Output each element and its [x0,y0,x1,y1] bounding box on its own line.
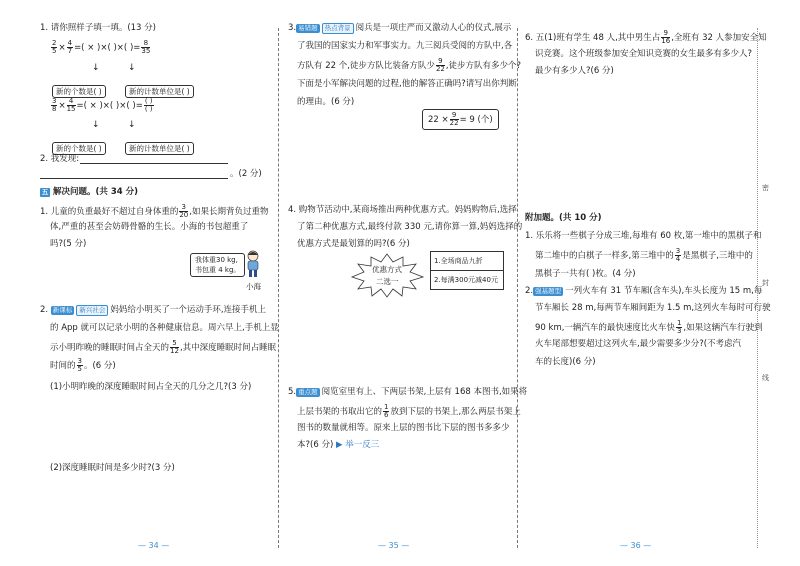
p34-q3-line3: 吗?(5 分) [50,239,87,249]
column-divider-2 [517,28,518,548]
tag-key-point: 重点题 [298,388,318,396]
p36-q6-line2: 识竞赛。这个班级参加安全知识竞赛的女生最多有多少人? [535,49,753,59]
seal-char-1: 密 [762,184,769,192]
p35-q5-line3: 图书的数量就相等。原来上层的图书比下层的图书多多少 [297,423,510,433]
p34-q3-line2: 体,严重的甚至会妨碍骨骼的生长。小海的书包超重了 [50,222,249,232]
p34-q2-label: 2. 我发现: [40,154,80,164]
p34-q3-line1: 1. 儿童的负重最好不超过自身体重的 $\frac{3}{20}$ ,如果长期背负过重物 [40,203,269,219]
p36-q6-line3: 最少有多少人?(6 分) [535,66,614,76]
p36-b2-line1: 2. 强基题型 一列火车有 31 节车厢(含车头),车头长度为 15 m,每 [525,286,763,296]
child-figure-icon [244,250,262,282]
tag-new-society: 新兴社会 [76,305,108,316]
calc-box: 22 × $\frac{9}{22}$ = 9 (个) [422,109,499,130]
p36-b2-line2: 节车厢长 28 m,每两节车厢间距为 1.5 m,这列火车每时可行驶 [535,303,771,313]
p34-q1-title: 1. 请你照样子填一填。(13 分) [40,23,156,33]
p36-b1-line2: 第二堆中的白棋子一样多,第三堆中的 $\frac{3}{4}$ 是黑棋子,三堆中的 [535,247,753,263]
p34-q4-line3: 示小明昨晚的睡眠时间占全天的 $\frac{5}{12}$ ,其中深度睡眠时间占睡眠 [50,339,277,355]
p35-q5-line2: 上层书架的书取出它的 $\frac{1}{6}$ 放到下层的书架上,那么两层书架上 [297,403,521,419]
p34-q4-line4: 时间的 $\frac{3}{5}$ 。(6 分) [50,357,116,373]
promo-burst: 优惠方式 二选一 [350,252,425,302]
p36-b2-line4: 火车尾部想要超过这列火车,最少需要多少分?(不考虑汽 [535,339,742,349]
p34-q2-answer-line[interactable] [80,163,228,164]
fraction: $\frac{4}{7}$ [67,39,73,55]
p35-q5-line4: 本?(6 分) ▶ 举一反三 [297,440,380,450]
page-number-36: — 36 — [620,541,652,550]
p35-q3-line4: 下面是小军解决问题的过程,他的解答正确吗?请写出你判断 [297,79,517,89]
p36-q6-line1: 6. 五(1)班有学生 48 人,其中男生占 $\frac{9}{16}$ ,全班有 32 人参加安全知 [525,29,767,45]
seal-char-2: 封 [762,279,769,287]
p34-q4-line2: 的 App 就可以记录小明的各种健康信息。周六早上,手机上显 [50,323,279,333]
speech-bubble: 我体重30 kg, 书包重 4 kg。 [190,253,245,277]
p35-q3-line2: 了我国的国家实力和军事实力。九三阅兵受阅的方队中,各 [297,41,513,51]
p36-b2-line3: 90 km,一辆汽车的最快速度比火车快 $\frac{1}{3}$ ,如果这辆汽车行驶到 [535,319,763,335]
p34-new-unit-box-2: 新的计数单位是( ) [125,136,194,155]
offer-2: 2.每满300元减40元 [434,276,498,284]
link-practice[interactable]: ▶ 举一反三 [335,440,380,450]
arrow-down-icon: ↓ [128,120,136,130]
p34-q1-row1: $\frac{2}{5}$ × $\frac{4}{7}$ =( × )×( )×( )= $\frac{8}{35}$ [52,39,151,55]
p34-section-5: 五 解决问题。(共 34 分) [41,187,139,197]
p35-q4-line1: 4. 购物节活动中,某商场推出两种优惠方式。妈妈购物后,选择 [288,205,517,215]
offer-1: 1.全场商品九折 [431,252,503,271]
arrow-down-icon: ↓ [92,63,100,73]
p35-q3-line1: 3. 易错题 热点背景 阅兵是一项庄严而又激动人心的仪式,展示 [288,23,512,33]
page-number-34: — 34 — [138,541,170,550]
p34-q4-line1: 2. 新课标 新兴社会 妈妈给小明买了一个运动手环,连接手机上 [40,305,267,315]
p34-new-count-box-2: 新的个数是( ) [52,136,106,155]
fraction: $\frac{2}{5}$ [52,39,57,55]
fraction: $\frac{4}{15}$ [66,97,76,113]
tag-error-prone: 易错题 [298,24,318,32]
tag-hot-topic: 热点背景 [322,23,354,34]
p34-q4-sub1: (1)小明昨晚的深度睡眠时间占全天的几分之几?(3 分) [50,382,252,392]
p34-q1-row3: $\frac{3}{8}$ × $\frac{4}{15}$ =( × )×( )×( )= $\frac{( )}{( )}$ [52,97,153,113]
p35-q5-line1: 5. 重点题 阅览室里有上、下两层书架,上层有 168 本图书,如果将 [288,387,528,397]
p35-q3-line5: 的理由。(6 分) [297,97,355,107]
fraction: $\frac{8}{35}$ [141,39,151,55]
p36-b1-line3: 黑棋子一共有( )枚。(4 分) [535,269,636,279]
p34-q4-sub2: (2)深度睡眠时间是多少时?(3 分) [50,463,175,473]
p36-bonus-title: 附加题。(共 10 分) [525,213,602,223]
burst-shape-icon [350,252,425,298]
arrow-down-icon: ↓ [128,63,136,73]
column-divider-1 [278,28,279,548]
tag-new-standard: 新课标 [52,306,73,314]
p34-new-count-box: 新的个数是( ) [52,79,106,98]
seal-char-3: 线 [762,374,769,382]
p36-b2-line5: 车的长度)(6 分) [535,357,596,367]
p35-q4-line3: 优惠方式是最划算的吗?(6 分) [297,239,410,249]
tag-foundation: 强基题型 [535,287,562,295]
p34-new-unit-box: 新的计数单位是( ) [125,79,194,98]
p35-q3-line3: 方队有 22 个,徒步方队比装备方队少 $\frac{9}{22}$ ,徒步方队有多少个? [297,57,522,73]
arrow-down-icon: ↓ [92,120,100,130]
offer-box [430,251,504,290]
kid-label: 小海 [246,282,261,291]
fraction: $\frac{( )}{( )}$ [144,97,153,113]
p34-q2-answer-line-2[interactable] [40,178,228,179]
page-number-35: — 35 — [378,541,410,550]
fraction: $\frac{3}{8}$ [52,97,57,113]
p36-b1-line1: 1. 乐乐将一些棋子分成三堆,每堆有 60 枚,第一堆中的黑棋子和 [525,231,762,241]
p35-q4-line2: 了第二种优惠方式,最终付款 330 元,请你算一算,妈妈选择的 [297,222,523,232]
p34-q2-end: 。(2 分) [230,169,262,179]
section-number-icon: 五 [41,188,49,196]
